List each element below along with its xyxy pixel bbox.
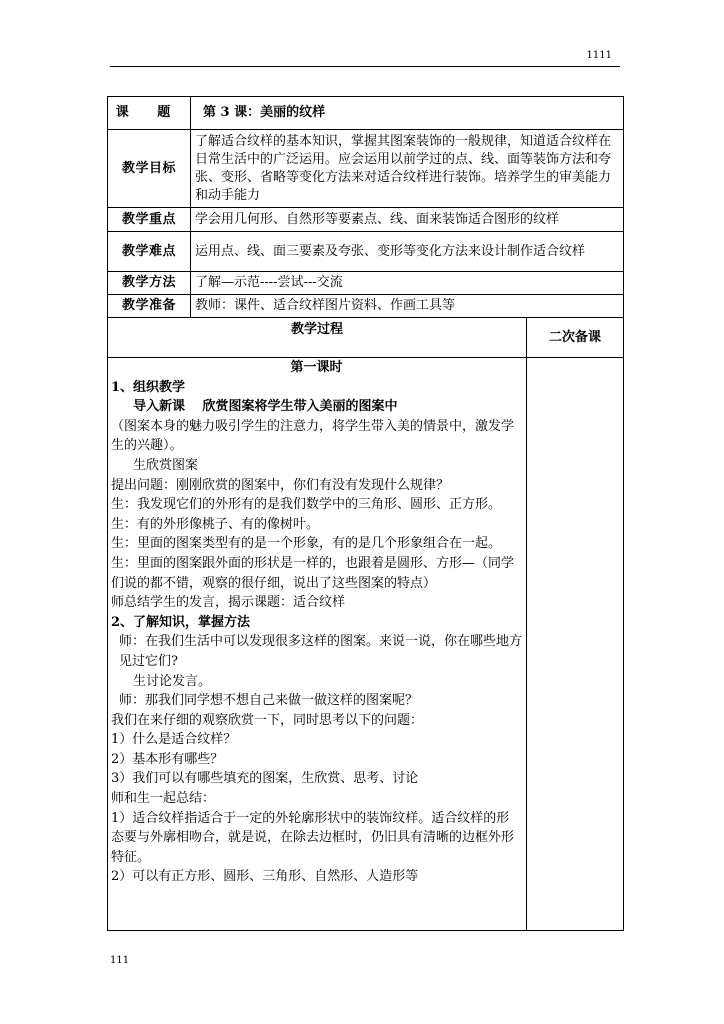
process-header-row [108,318,624,358]
second-prep-notes [527,358,624,931]
second-prep-label: 二次备课 [527,318,624,358]
process-line: 3）我们可以有哪些填充的图案，生欣赏、思考、讨论 [111,771,419,787]
methods-label: 教学方法 [108,272,191,295]
key-points-row [108,208,624,232]
methods-row [108,272,624,295]
process-line: 提出问题：刚刚欣赏的图案中，你们有没有发现什么规律？ [111,477,450,493]
difficulties-value: 运用点、线、面三要素及夸张、变形等变化方法来设计制作适合纹样 [191,232,624,272]
header-rule [110,66,620,67]
process-line: 1）什么是适合纹样？ [111,732,237,748]
process-line: （图案本身的魅力吸引学生的注意力，将学生带入美的情景中，激发学生的兴趣）。 [111,418,515,454]
process-line: 2、了解知识，掌握方法 [111,614,251,630]
objectives-row [108,130,624,208]
process-line: 我们在来仔细的观察欣赏一下，同时思考以下的问题： [111,712,424,728]
header-page-code: 1111 [586,50,612,61]
process-title: 教学过程 [108,318,527,358]
objectives-label: 教学目标 [108,130,191,208]
process-body [108,358,527,931]
process-line: 生：我发现它们的外形有的是我们数学中的三角形、圆形、正方形。 [111,497,502,513]
methods-value: 了解—示范----尝试---交流 [191,272,624,295]
process-line: 生欣赏图案 [133,457,199,473]
process-line: 师：在我们生活中可以发现很多这样的图案。来说一说，你在哪些地方见过它们? [119,634,523,669]
key-points-value: 学会用几何形、自然形等要素点、线、面来装饰适合图形的纹样 [191,208,624,232]
topic-value: 第 3 课：美丽的纹样 [191,97,624,130]
process-line: 生：有的外形像桃子、有的像树叶。 [111,516,320,532]
difficulties-label: 教学难点 [108,232,191,272]
difficulties-row [108,232,624,272]
key-points-label: 教学重点 [108,208,191,232]
process-line: 2）基本形有哪些？ [111,751,224,767]
objectives-value: 了解适合纹样的基本知识，掌握其图案装饰的一般规律，知道适合纹样在日常生活中的广泛运用。应会运用以前学过的点、线、面等装饰方法和夸张、变形、省略等变化方法来对适合纹样进行装饰。培养学生的审美能力和动手能力 [191,130,624,208]
process-body-row [108,358,624,931]
topic-row [108,97,624,130]
preparation-row [108,295,624,318]
process-line: 2）可以有正方形、圆形、三角形、自然形、人造形等 [111,869,419,885]
process-line: 师：那我们同学想不想自己来做一做这样的图案呢？ [119,693,419,709]
process-line: 生讨论发言。 [133,673,212,689]
footer-page-code: 111 [110,955,130,966]
topic-label: 课 题 [108,97,191,130]
session-title: 第一课时 [290,360,343,375]
process-line: 生：里面的图案类型有的是一个形象，有的是几个形象组合在一起。 [111,536,502,552]
process-line: 生：里面的图案跟外面的形状是一样的，也跟着是圆形、方形—（同学们说的都不错，观察的很仔细，说出了这些图案的特点） [111,555,515,591]
process-line: 导入新课 欣赏图案将学生带入美丽的图案中 [133,399,398,415]
lesson-plan-table [107,96,624,931]
preparation-value: 教师：课件、适合纹样图片资料、作画工具等 [191,295,624,318]
process-line: 师总结学生的发言，揭示课题：适合纹样 [111,595,346,611]
process-line: 师和生一起总结： [111,791,216,807]
process-line: 1、组织教学 [111,379,186,395]
process-line: 1）适合纹样指适合于一定的外轮廓形状中的装饰纹样。适合纹样的形态要与外廓相吻合，就是说，在除去边框时，仍旧具有清晰的边框外形特征。 [111,810,515,865]
preparation-label: 教学准备 [108,295,191,318]
